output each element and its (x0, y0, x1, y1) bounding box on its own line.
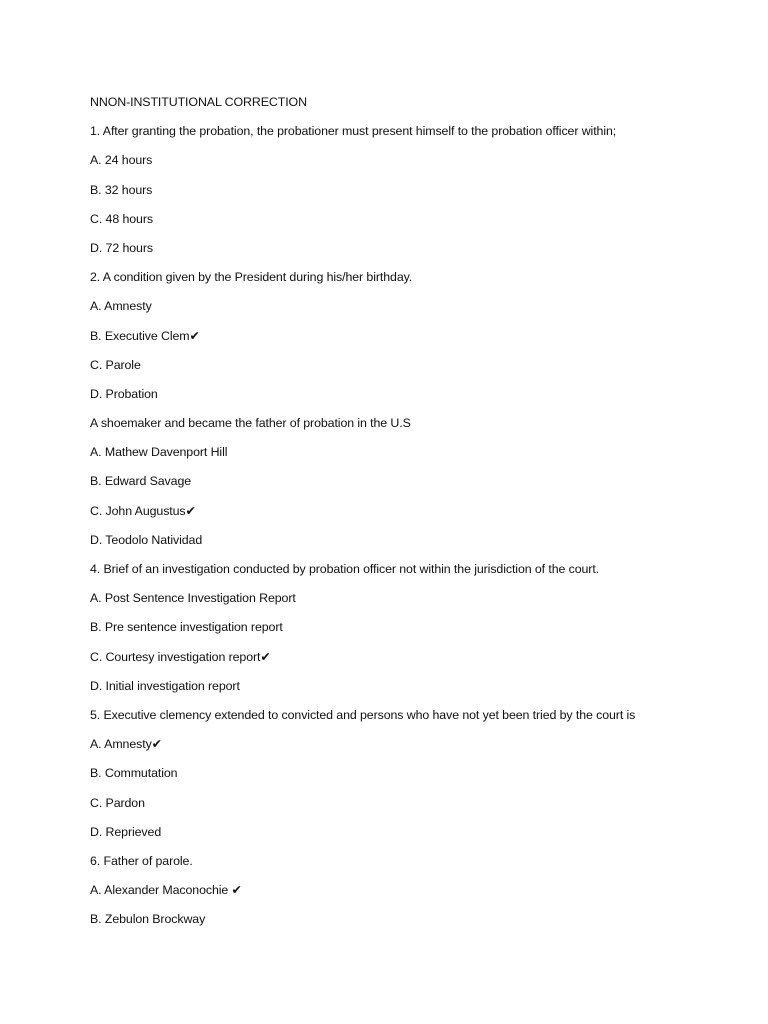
question-4: 4. Brief of an investigation conducted by probation officer not within the jurisdiction of the court. (90, 562, 600, 576)
option-5b: B. Commutation (90, 766, 178, 781)
question-1: 1. After granting the probation, the probationer must present himself to the probation officer within; (90, 124, 617, 139)
question-6: 6. Father of parole. (90, 853, 193, 868)
option-1b: B. 32 hours (90, 182, 153, 197)
option-2b: B. Executive Clem✔ (90, 328, 200, 343)
option-6a: A. Alexander Maconochie ✔ (90, 883, 242, 898)
document-body (90, 93, 750, 939)
option-2a: A. Amnesty (90, 299, 152, 314)
question-5: 5. Executive clemency extended to convicted and persons who have not yet been tried by the court is (90, 707, 636, 722)
option-3c: C. John Augustus✔ (90, 503, 196, 518)
question-3: A shoemaker and became the father of probation in the U.S (90, 416, 411, 431)
question-2: 2. A condition given by the President during his/her birthday. (90, 270, 413, 285)
option-2d: D. Probation (90, 386, 158, 401)
option-5c: C. Pardon (90, 795, 145, 810)
document-title: NNON-INSTITUTIONAL CORRECTION (90, 95, 307, 109)
option-5a: A. Amnesty✔ (90, 737, 162, 752)
option-5d: D. Reprieved (90, 824, 162, 839)
option-1c: C. 48 hours (90, 211, 153, 226)
option-3d: D. Teodolo Natividad (90, 532, 203, 547)
option-4c: C. Courtesy investigation report✔ (90, 649, 271, 664)
option-2c: C. Parole (90, 357, 141, 372)
option-4b: B. Pre sentence investigation report (90, 620, 283, 635)
option-1d: D. 72 hours (90, 240, 153, 255)
option-3b: B. Edward Savage (90, 474, 192, 489)
option-6b: B. Zebulon Brockway (90, 912, 206, 927)
option-4a: A. Post Sentence Investigation Report (90, 591, 296, 606)
option-1a: A. 24 hours (90, 153, 153, 168)
option-3a: A. Mathew Davenport Hill (90, 445, 228, 460)
option-4d: D. Initial investigation report (90, 678, 240, 693)
